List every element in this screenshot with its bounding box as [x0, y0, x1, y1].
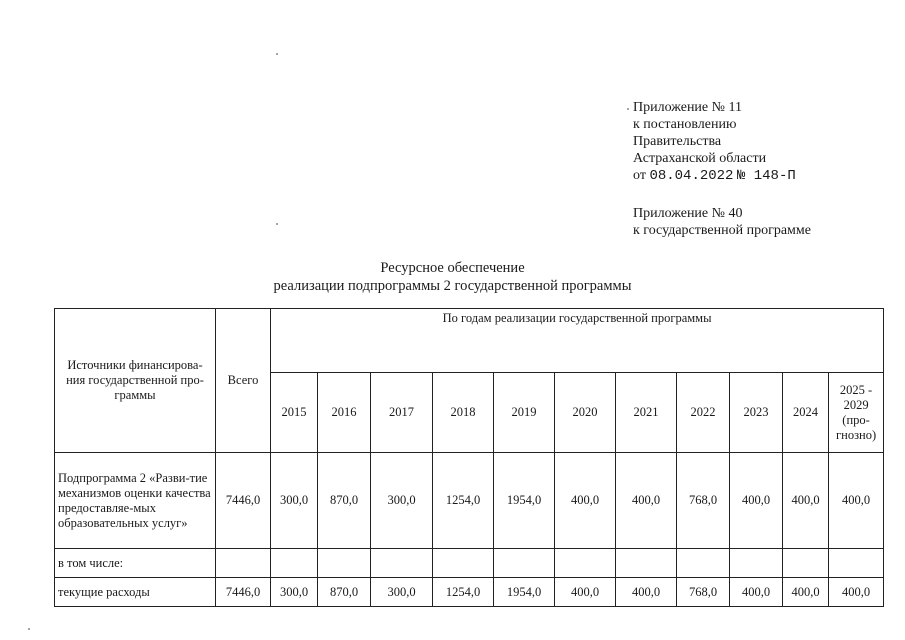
value-cell: 400,0: [555, 578, 616, 607]
value-cell: [318, 549, 371, 578]
value-cell: 1254,0: [433, 578, 494, 607]
appendix-11-title: Приложение № 11: [633, 100, 742, 115]
year-header: 2020: [555, 373, 616, 453]
appendix-11-line2: к постановлению: [633, 117, 737, 132]
date-prefix: от: [633, 168, 646, 183]
value-cell: [677, 549, 730, 578]
scan-speck: [276, 223, 278, 225]
year-header: 2023: [730, 373, 783, 453]
value-cell: 400,0: [730, 453, 783, 549]
scan-speck: [28, 628, 30, 630]
table-row: [55, 549, 884, 578]
value-cell: 400,0: [730, 578, 783, 607]
value-cell: [494, 549, 555, 578]
value-cell: 400,0: [829, 453, 884, 549]
header-years-group: По годам реализации государственной программы: [271, 309, 884, 373]
header-total-cell: Всего: [216, 309, 271, 453]
appendix-40-block: [633, 205, 811, 239]
row-source-cell: Подпрограмма 2 «Разви-тие механизмов оценки качества предоставляе-мых образовательных услуг»: [55, 453, 216, 549]
year-header: 2019: [494, 373, 555, 453]
value-cell: 400,0: [555, 453, 616, 549]
value-cell: 300,0: [371, 578, 433, 607]
value-cell: 300,0: [271, 453, 318, 549]
value-cell: 1954,0: [494, 578, 555, 607]
document-title: [0, 259, 905, 295]
year-header: 2024: [783, 373, 829, 453]
row-total-cell: 7446,0: [216, 578, 271, 607]
scan-speck: [627, 108, 629, 110]
value-cell: [730, 549, 783, 578]
value-cell: 300,0: [371, 453, 433, 549]
value-cell: [555, 549, 616, 578]
document-title-line1: Ресурсное обеспечение: [380, 260, 525, 276]
appendix-11-line3: Правительства: [633, 134, 722, 149]
value-cell: [271, 549, 318, 578]
table-header-row-1: [55, 309, 884, 373]
appendix-40-title: Приложение № 40: [633, 206, 743, 221]
table-row: [55, 453, 884, 549]
header-source-cell: Источники финансирова-ния государственной про-граммы: [55, 309, 216, 453]
year-header: 2025 - 2029 (про-гнозно): [829, 373, 884, 453]
value-cell: 300,0: [271, 578, 318, 607]
decree-date: 08.04.2022: [649, 168, 734, 184]
year-header: 2016: [318, 373, 371, 453]
appendix-11-line4: Астраханской области: [633, 151, 767, 166]
year-header: 2015: [271, 373, 318, 453]
row-total-cell: [216, 549, 271, 578]
value-cell: [433, 549, 494, 578]
value-cell: 400,0: [783, 578, 829, 607]
value-cell: [783, 549, 829, 578]
resource-table: [54, 308, 884, 607]
row-total-cell: 7446,0: [216, 453, 271, 549]
appendix-40-line2: к государственной программе: [633, 223, 811, 238]
table-row: [55, 578, 884, 607]
row-source-cell: текущие расходы: [55, 578, 216, 607]
value-cell: 870,0: [318, 453, 371, 549]
appendix-11-date-line: [633, 167, 796, 185]
value-cell: 1254,0: [433, 453, 494, 549]
value-cell: 870,0: [318, 578, 371, 607]
value-cell: 400,0: [616, 453, 677, 549]
value-cell: [616, 549, 677, 578]
value-cell: [829, 549, 884, 578]
value-cell: 1954,0: [494, 453, 555, 549]
year-header: 2021: [616, 373, 677, 453]
value-cell: 400,0: [783, 453, 829, 549]
document-title-line2: реализации подпрограммы 2 государственной программы: [273, 278, 632, 294]
year-header: 2022: [677, 373, 730, 453]
scan-speck: [276, 53, 278, 55]
value-cell: 768,0: [677, 578, 730, 607]
row-source-cell: в том числе:: [55, 549, 216, 578]
year-header: 2017: [371, 373, 433, 453]
value-cell: [371, 549, 433, 578]
value-cell: 768,0: [677, 453, 730, 549]
value-cell: 400,0: [829, 578, 884, 607]
appendix-11-block: [633, 99, 796, 185]
value-cell: 400,0: [616, 578, 677, 607]
year-header: 2018: [433, 373, 494, 453]
decree-number: № 148-П: [736, 168, 796, 184]
